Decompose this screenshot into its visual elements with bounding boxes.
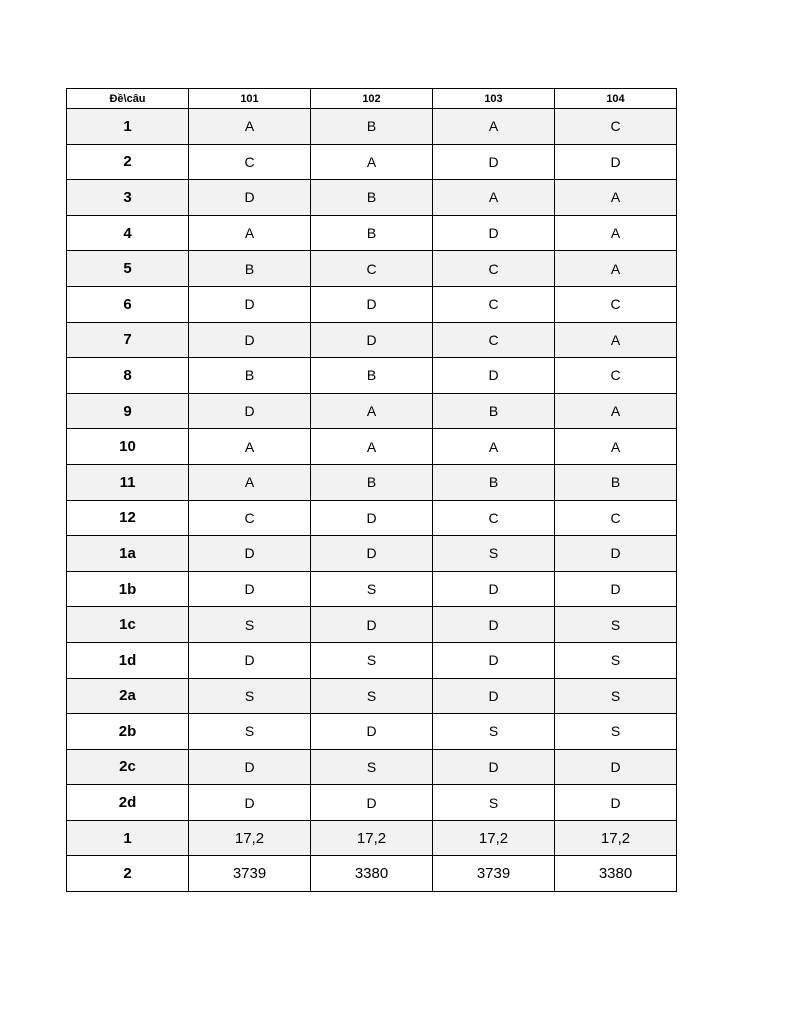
- answer-cell: B: [311, 109, 433, 145]
- table-row: [67, 856, 677, 892]
- answer-cell: D: [311, 785, 433, 821]
- table-row: [67, 215, 677, 251]
- answer-cell: 17,2: [189, 820, 311, 856]
- column-header: 102: [311, 89, 433, 109]
- answer-cell: D: [189, 393, 311, 429]
- answer-cell: A: [189, 109, 311, 145]
- answer-cell: 3739: [433, 856, 555, 892]
- table-row: [67, 464, 677, 500]
- answer-cell: D: [311, 500, 433, 536]
- answer-cell: D: [189, 322, 311, 358]
- table-row: [67, 642, 677, 678]
- answer-cell: 3380: [311, 856, 433, 892]
- answer-cell: B: [433, 464, 555, 500]
- table-row: [67, 393, 677, 429]
- row-label: 7: [67, 322, 189, 358]
- answer-cell: D: [433, 215, 555, 251]
- answer-cell: A: [189, 429, 311, 465]
- table-row: [67, 358, 677, 394]
- answer-cell: S: [189, 714, 311, 750]
- column-header: 101: [189, 89, 311, 109]
- answer-cell: C: [311, 251, 433, 287]
- row-label: 5: [67, 251, 189, 287]
- table-row: [67, 678, 677, 714]
- answer-cell: D: [189, 286, 311, 322]
- table-body: [67, 109, 677, 892]
- answer-cell: D: [433, 642, 555, 678]
- table-row: [67, 536, 677, 572]
- answer-cell: C: [555, 500, 677, 536]
- row-label: 1: [67, 109, 189, 145]
- row-label: 11: [67, 464, 189, 500]
- answer-cell: 17,2: [555, 820, 677, 856]
- answer-cell: A: [555, 322, 677, 358]
- answer-cell: D: [311, 607, 433, 643]
- answer-cell: S: [555, 678, 677, 714]
- answer-cell: S: [555, 714, 677, 750]
- table-row: [67, 714, 677, 750]
- table-row: [67, 251, 677, 287]
- answer-cell: A: [189, 464, 311, 500]
- table-row: [67, 571, 677, 607]
- answer-cell: A: [555, 180, 677, 216]
- answer-cell: 3739: [189, 856, 311, 892]
- answer-cell: S: [311, 749, 433, 785]
- answer-key-table: [66, 88, 677, 892]
- table-row: [67, 429, 677, 465]
- answer-key-sheet: [66, 88, 677, 892]
- answer-cell: C: [433, 500, 555, 536]
- answer-cell: D: [189, 785, 311, 821]
- answer-cell: D: [555, 536, 677, 572]
- row-label: 3: [67, 180, 189, 216]
- answer-cell: C: [189, 144, 311, 180]
- answer-cell: D: [189, 571, 311, 607]
- table-row: [67, 144, 677, 180]
- answer-cell: D: [189, 642, 311, 678]
- row-label: 2: [67, 144, 189, 180]
- answer-cell: D: [433, 607, 555, 643]
- row-label: 1d: [67, 642, 189, 678]
- row-label: 8: [67, 358, 189, 394]
- table-row: [67, 322, 677, 358]
- answer-cell: S: [311, 642, 433, 678]
- row-label: 9: [67, 393, 189, 429]
- answer-cell: D: [189, 180, 311, 216]
- answer-cell: D: [555, 785, 677, 821]
- row-label: 4: [67, 215, 189, 251]
- answer-cell: D: [311, 322, 433, 358]
- table-row: [67, 286, 677, 322]
- table-row: [67, 180, 677, 216]
- corner-header: Đề\câu: [67, 89, 189, 109]
- answer-cell: D: [555, 749, 677, 785]
- row-label: 2: [67, 856, 189, 892]
- answer-cell: C: [555, 358, 677, 394]
- answer-cell: D: [555, 571, 677, 607]
- answer-cell: C: [555, 286, 677, 322]
- answer-cell: B: [189, 358, 311, 394]
- answer-cell: D: [311, 286, 433, 322]
- row-label: 2b: [67, 714, 189, 750]
- answer-cell: A: [433, 429, 555, 465]
- answer-cell: A: [433, 109, 555, 145]
- row-label: 1: [67, 820, 189, 856]
- answer-cell: S: [311, 678, 433, 714]
- answer-cell: C: [433, 322, 555, 358]
- row-label: 1c: [67, 607, 189, 643]
- answer-cell: 17,2: [311, 820, 433, 856]
- answer-cell: 17,2: [433, 820, 555, 856]
- answer-cell: A: [433, 180, 555, 216]
- answer-cell: A: [311, 144, 433, 180]
- answer-cell: D: [433, 358, 555, 394]
- answer-cell: 3380: [555, 856, 677, 892]
- answer-cell: D: [433, 749, 555, 785]
- row-label: 12: [67, 500, 189, 536]
- answer-cell: S: [433, 785, 555, 821]
- answer-cell: D: [433, 678, 555, 714]
- table-row: [67, 500, 677, 536]
- answer-cell: D: [189, 536, 311, 572]
- row-label: 1a: [67, 536, 189, 572]
- answer-cell: B: [189, 251, 311, 287]
- table-row: [67, 820, 677, 856]
- answer-cell: C: [555, 109, 677, 145]
- table-row: [67, 785, 677, 821]
- answer-cell: B: [433, 393, 555, 429]
- answer-cell: A: [189, 215, 311, 251]
- answer-cell: S: [555, 642, 677, 678]
- answer-cell: C: [189, 500, 311, 536]
- table-row: [67, 109, 677, 145]
- answer-cell: D: [311, 714, 433, 750]
- answer-cell: D: [433, 144, 555, 180]
- answer-cell: S: [311, 571, 433, 607]
- row-label: 2d: [67, 785, 189, 821]
- answer-cell: B: [311, 464, 433, 500]
- answer-cell: B: [311, 358, 433, 394]
- row-label: 2a: [67, 678, 189, 714]
- answer-cell: S: [555, 607, 677, 643]
- row-label: 6: [67, 286, 189, 322]
- table-row: [67, 749, 677, 785]
- row-label: 10: [67, 429, 189, 465]
- answer-cell: A: [311, 393, 433, 429]
- row-label: 1b: [67, 571, 189, 607]
- answer-cell: A: [555, 393, 677, 429]
- answer-cell: S: [189, 607, 311, 643]
- answer-cell: B: [311, 180, 433, 216]
- answer-cell: A: [555, 429, 677, 465]
- column-header: 104: [555, 89, 677, 109]
- answer-cell: A: [311, 429, 433, 465]
- answer-cell: S: [189, 678, 311, 714]
- answer-cell: B: [311, 215, 433, 251]
- answer-cell: D: [311, 536, 433, 572]
- answer-cell: S: [433, 714, 555, 750]
- answer-cell: B: [555, 464, 677, 500]
- answer-cell: C: [433, 286, 555, 322]
- answer-cell: D: [189, 749, 311, 785]
- row-label: 2c: [67, 749, 189, 785]
- answer-cell: D: [555, 144, 677, 180]
- answer-cell: D: [433, 571, 555, 607]
- table-header-row: [67, 89, 677, 109]
- column-header: 103: [433, 89, 555, 109]
- answer-cell: A: [555, 215, 677, 251]
- answer-cell: C: [433, 251, 555, 287]
- answer-cell: A: [555, 251, 677, 287]
- answer-cell: S: [433, 536, 555, 572]
- table-row: [67, 607, 677, 643]
